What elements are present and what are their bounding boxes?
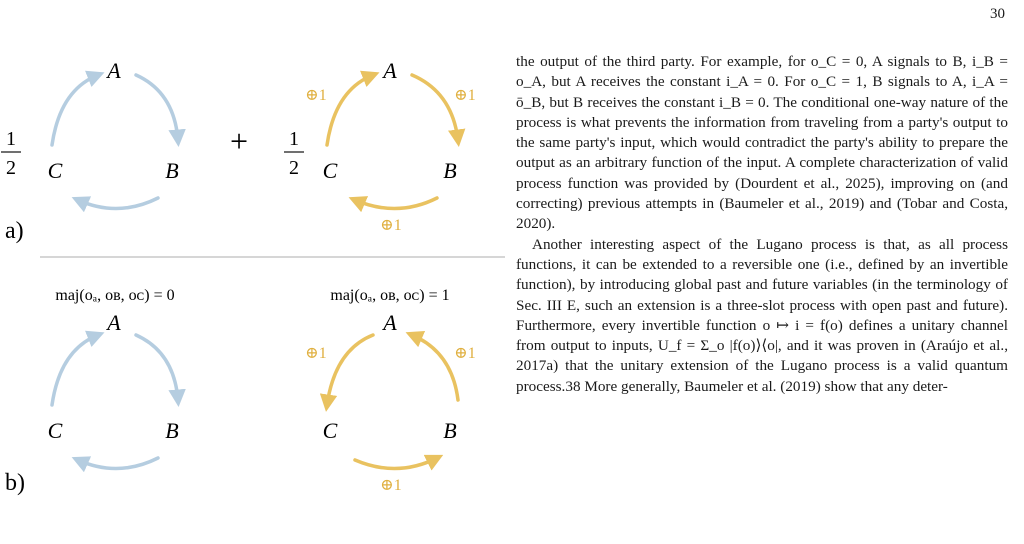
node-a-gold-b: A: [383, 310, 397, 335]
xor-label-right: ⊕1: [454, 87, 476, 104]
figure: [0, 0, 505, 544]
arrow-b-to-c-b: [78, 458, 158, 469]
paragraph-2: Another interesting aspect of the Lugano process is that, as all process functions, it can be extended to a reversible one (i.e., defined by an invertible function), by introducing global past and future variables (in the terminology of Sec. III E, such an extension is a three-slot process with open past and future). Furthermore, every invertible function o ↦ i = f(o) defines a unitary channel from output to inputs, U_f = Σ_o |f(o)⟩⟨o|, and it was proven in (Araújo et al., 2017a) that the unitary extension of the Lugano process is a valid quantum process.38 More generally, Baumeler et al. (2019) show that any deter-: [516, 235, 1008, 395]
xor-label-bottom: ⊕1: [380, 217, 402, 234]
coef-num: 1: [6, 128, 16, 150]
arrow-a-to-c-gold-b: [327, 335, 373, 405]
xor-label-left-b: ⊕1: [305, 345, 327, 362]
panel-b-gold-cycle: [327, 335, 458, 469]
panel-a-blue-cycle: [52, 75, 178, 209]
arrow-a-to-b: [136, 75, 178, 140]
xor-label-right-b: ⊕1: [454, 345, 476, 362]
node-a: A: [107, 58, 121, 83]
paragraph-1: the output of the third party. For example, for o_C = 0, A signals to B, i_B = o_A, but A receives the constant i_A = 0. For o_C = 1, B signals to A, i_A = ō_B, but B receives the constant i_B = 0. The conditional one-way nature of the process is what prevents the information from traveling from a party's output to the same party's input, which would contradict the party's ability to prepare the output as an arbitrary function of the input. A complete characterization of valid process function was provided by (Dourdent et al., 2025), improving on (and correcting) previous attempts in (Baumeler et al., 2019) and (Tobar and Costa, 2020).: [516, 53, 1008, 233]
xor-label-left: ⊕1: [305, 87, 327, 104]
panel-b-blue-cycle: [52, 335, 178, 469]
maj-zero-label: maj(oₐ, oʙ, oᴄ) = 0: [55, 287, 175, 304]
arrow-a-to-b-b: [136, 335, 178, 400]
plus-sign: +: [229, 123, 249, 159]
panel-b-label: b): [5, 470, 25, 496]
node-c-b: C: [47, 418, 63, 443]
node-b: B: [165, 158, 179, 183]
xor-label-bottom-b: ⊕1: [380, 477, 402, 494]
coef-den: 2: [6, 157, 16, 179]
body-text-column: [516, 52, 1008, 397]
node-c: C: [47, 158, 63, 183]
node-b-b: B: [165, 418, 179, 443]
arrow-b-to-c: [78, 198, 158, 209]
coef-num-2: 1: [289, 128, 299, 150]
arrow-c-to-b-gold-b: [355, 458, 437, 469]
page-number: 30: [990, 6, 1005, 22]
arrow-b-to-a-gold-b: [412, 335, 458, 400]
node-b-gold-b: B: [443, 418, 457, 443]
arrow-c-to-a-gold: [327, 75, 373, 145]
node-b-gold: B: [443, 158, 457, 183]
arrow-c-to-a-b: [52, 335, 98, 405]
panel-a-label: a): [5, 218, 24, 244]
node-a-b: A: [107, 310, 121, 335]
node-c-gold: C: [322, 158, 338, 183]
panel-a-gold-cycle: [327, 75, 458, 209]
arrow-c-to-a: [52, 75, 98, 145]
arrow-b-to-c-gold: [355, 198, 437, 209]
maj-one-label: maj(oₐ, oʙ, oᴄ) = 1: [330, 287, 450, 304]
figure-svg: [0, 0, 505, 544]
coef-den-2: 2: [289, 157, 299, 179]
arrow-a-to-b-gold: [412, 75, 458, 140]
node-a-gold: A: [383, 58, 397, 83]
node-c-gold-b: C: [322, 418, 338, 443]
